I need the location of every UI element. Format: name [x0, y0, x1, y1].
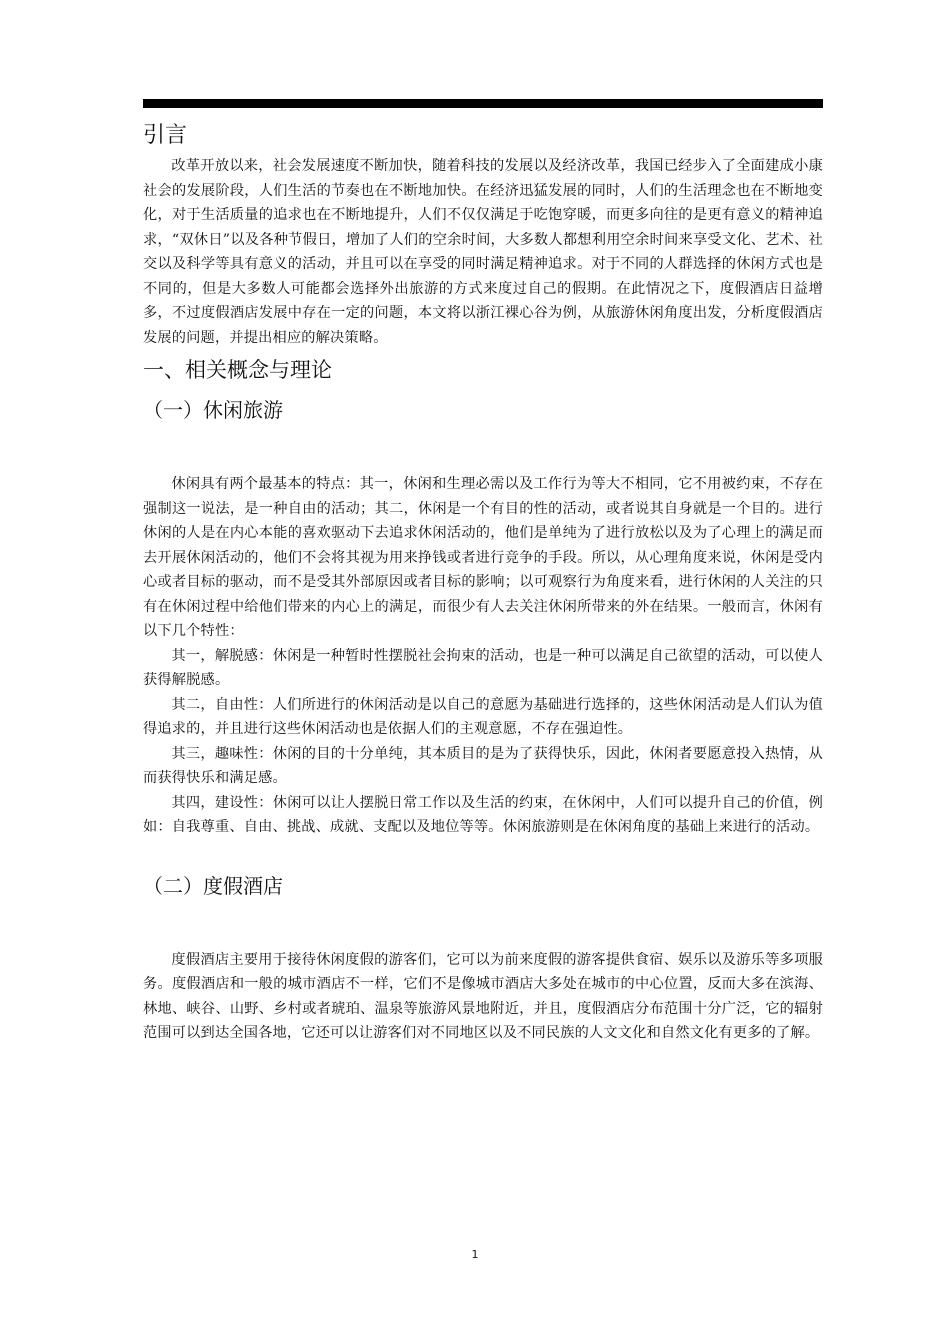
paragraph-freedom: 其二，自由性：人们所进行的休闲活动是以自己的意愿为基础进行选择的，这些休闲活动是人们认为值得追求的，并且进行这些休闲活动也是依据人们的主观意愿，不存在强迫性。	[143, 696, 823, 737]
subsection-heading-resort-hotel: （二）度假酒店	[143, 873, 283, 898]
page-content	[143, 118, 823, 1046]
spacer	[143, 840, 823, 866]
paragraph-constructive: 其四，建设性：休闲可以让人摆脱日常工作以及生活的约束，在休闲中，人们可以提升自己的价值，例如：自我尊重、自由、挑战、成就、支配以及地位等等。休闲旅游则是在休闲角度的基础上来进行的活动。	[143, 794, 823, 835]
page-number: 1	[471, 1248, 479, 1261]
spacer	[143, 430, 823, 472]
section-heading: 一、相关概念与理论	[143, 358, 332, 382]
paragraph-fun: 其三，趣味性：休闲的目的十分单纯，其本质目的是为了获得快乐，因此，休闲者要愿意投入热情，从而获得快乐和满足感。	[143, 745, 823, 786]
paragraph-leisure-features: 休闲具有两个最基本的特点：其一，休闲和生理必需以及工作行为等大不相同，它不用被约束，不存在强制这一说法，是一种自由的活动；其二，休闲是一个有目的性的活动，或者说其自身就是一个目的。进行休闲的人是在内心本能的喜欢驱动下去追求休闲活动的，他们是单纯为了进行放松以及为了心理上的满足而去开展休闲活动的，他们不会将其视为用来挣钱或者进行竞争的手段。所以，从心理角度来说，休闲是受内心或者目标的驱动，而不是受其外部原因或者目标的影响；以可观察行为角度来看，进行休闲的人关注的只有在休闲过程中给他们带来的内心上的满足，而很少有人去关注休闲所带来的外在结果。一般而言，休闲有以下几个特性：	[143, 476, 823, 639]
subsection-heading-leisure-travel: （一）休闲旅游	[143, 398, 283, 422]
paragraph-relief: 其一，解脱感：休闲是一种暂时性摆脱社会拘束的活动，也是一种可以满足自己欲望的活动，可以使人获得解脱感。	[143, 647, 823, 688]
paragraph-resort-hotel: 度假酒店主要用于接待休闲度假的游客们，它可以为前来度假的游客提供食宿、娱乐以及游乐等多项服务。度假酒店和一般的城市酒店不一样，它们不是像城市酒店大多处在城市的中心位置，反而大多在滨海、林地、峡谷、山野、乡村或者琥珀、温泉等旅游风景地附近，并且，度假酒店分布范围十分广泛，它的辐射范围可以到达全国各地，它还可以让游客们对不同地区以及不同民族的人文文化和自然文化有更多的了解。	[143, 951, 823, 1041]
intro-heading: 引言	[143, 123, 188, 148]
spacer	[143, 906, 823, 948]
intro-paragraph: 改革开放以来，社会发展速度不断加快，随着科技的发展以及经济改革，我国已经步入了全面建成小康社会的发展阶段，人们生活的节奏也在不断地加快。在经济迅猛发展的同时，人们的生活理念也在不断地变化，对于生活质量的追求也在不断地提升，人们不仅仅满足于吃饱穿暖，而更多向往的是更有意义的精神追求，“双休日”以及各种节假日，增加了人们的空余时间，大多数人都想利用空余时间来享受文化、艺术、社交以及科学等具有意义的活动，并且可以在享受的同时满足精神追求。对于不同的人群选择的休闲方式也是不同的，但是大多数人可能都会选择外出旅游的方式来度过自己的假期。在此情况之下，度假酒店日益增多，不过度假酒店发展中存在一定的问题，本文将以浙江裸心谷为例，从旅游休闲角度出发，分析度假酒店发展的问题，并提出相应的解决策略。	[143, 158, 823, 346]
header-rule	[143, 99, 823, 108]
